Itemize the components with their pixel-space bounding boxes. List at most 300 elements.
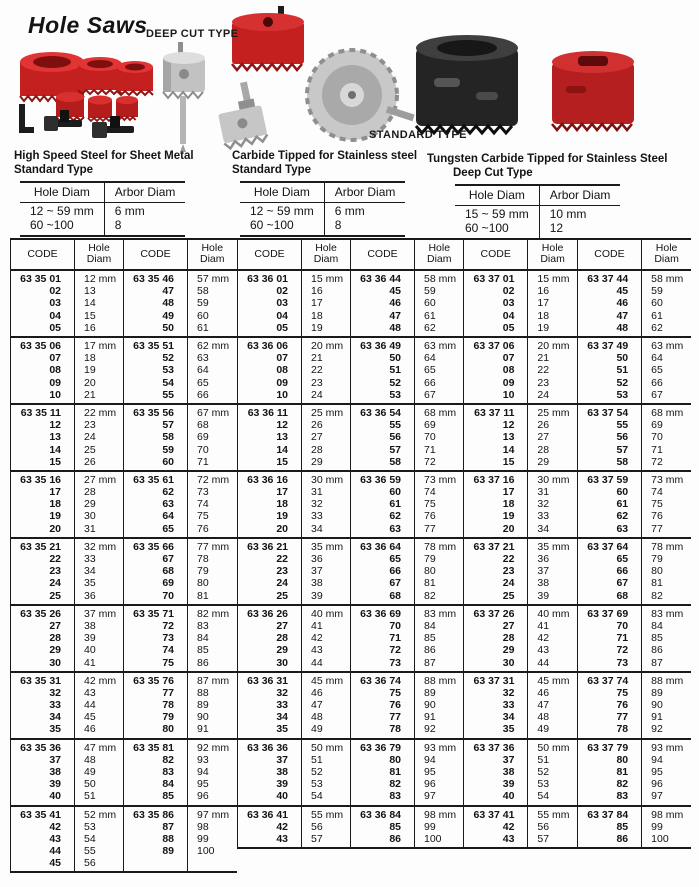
hole-diam-cell: 98 mm bbox=[415, 806, 464, 821]
hole-diam-cell: 20 mm bbox=[528, 337, 577, 352]
code-cell: 63 36 16 bbox=[247, 473, 288, 486]
hole-diam-cell: 65 bbox=[415, 364, 464, 376]
hole-diam-cell: 36 bbox=[302, 553, 351, 565]
hole-diam-cell: 22 bbox=[528, 364, 577, 376]
hole-diam-cell: 54 bbox=[528, 790, 577, 805]
hole-diam-cell: 95 bbox=[642, 766, 691, 778]
hole-diam-cell: 46 bbox=[302, 687, 351, 699]
hole-diam-cell: 83 mm bbox=[415, 605, 464, 620]
hole-diam-cell: 92 mm bbox=[188, 739, 237, 754]
table-row bbox=[11, 778, 237, 790]
hole-diam-cell: 74 bbox=[188, 498, 237, 510]
hole-diam-cell: 47 bbox=[302, 699, 351, 711]
code-cell: 05 bbox=[276, 321, 288, 334]
code-cell: 85 bbox=[577, 821, 641, 833]
hole-diam-cell: 75 bbox=[415, 498, 464, 510]
code-column-header: CODE bbox=[577, 239, 641, 270]
code-cell: 70 bbox=[124, 590, 188, 605]
hole-diam-cell: 76 bbox=[415, 510, 464, 522]
table-row bbox=[464, 456, 692, 471]
code-column-header: CODE bbox=[11, 239, 75, 270]
table-row bbox=[11, 565, 237, 577]
table-row bbox=[238, 644, 464, 656]
code-cell: 63 35 01 bbox=[20, 273, 61, 286]
hole-diam-cell: 22 mm bbox=[75, 404, 124, 419]
code-cell: 30 bbox=[49, 656, 61, 669]
hole-diam-cell: 86 bbox=[188, 656, 237, 671]
table-row bbox=[464, 739, 692, 754]
table-row bbox=[464, 510, 692, 522]
table-row bbox=[11, 510, 237, 522]
hole-diam-cell: 69 bbox=[188, 431, 237, 443]
code-cell: 89 bbox=[124, 845, 188, 857]
code-cell: 22 bbox=[276, 553, 288, 566]
hole-diam-cell: 72 bbox=[415, 456, 464, 471]
code-cell: 28 bbox=[276, 632, 288, 645]
table-row bbox=[238, 766, 464, 778]
code-cell: 13 bbox=[49, 431, 61, 444]
table-row bbox=[238, 431, 464, 443]
hole-diam-cell: 43 bbox=[302, 644, 351, 656]
table-row bbox=[238, 565, 464, 577]
hole-diam-cell: 68 mm bbox=[415, 404, 464, 419]
code-cell: 72 bbox=[124, 620, 188, 632]
hole-diam-cell: 25 bbox=[75, 443, 124, 455]
hole-diam-header: Hole Diam bbox=[240, 182, 324, 203]
hole-diam-header: Hole Diam bbox=[455, 185, 539, 206]
arbor-diam-header: Arbor Diam bbox=[539, 185, 620, 206]
code-cell: 70 bbox=[577, 620, 641, 632]
hole-diam-column-header: Hole Diam bbox=[75, 239, 124, 270]
code-cell: 17 bbox=[502, 486, 515, 499]
hole-diam-cell: 65 bbox=[188, 377, 237, 389]
hole-diam-cell: 50 mm bbox=[528, 739, 577, 754]
hole-diam-cell: 99 bbox=[415, 821, 464, 833]
code-group bbox=[238, 337, 464, 404]
code-cell: 52 bbox=[351, 377, 415, 389]
code-group bbox=[238, 270, 464, 337]
table-row bbox=[464, 523, 692, 538]
table-row bbox=[238, 297, 464, 309]
code-cell: 80 bbox=[351, 754, 415, 766]
hole-diam-cell: 23 bbox=[302, 377, 351, 389]
hole-diam-cell: 42 bbox=[528, 632, 577, 644]
hole-diam-cell: 53 bbox=[528, 778, 577, 790]
hole-diam-cell: 16 bbox=[75, 322, 124, 337]
table-row bbox=[464, 538, 692, 553]
code-cell: 43 bbox=[502, 832, 515, 845]
table-row bbox=[464, 270, 692, 285]
hole-diam-cell: 17 bbox=[302, 297, 351, 309]
arbor-size: 8 bbox=[114, 217, 122, 232]
table-row bbox=[11, 806, 237, 821]
code-group bbox=[11, 672, 237, 739]
hole-diam-cell: 18 bbox=[75, 352, 124, 364]
hole-diam-cell: 75 bbox=[642, 498, 691, 510]
hole-diam-cell: 55 mm bbox=[302, 806, 351, 821]
hole-diam-cell: 29 bbox=[75, 498, 124, 510]
code-group bbox=[238, 672, 464, 739]
code-cell: 76 bbox=[577, 699, 641, 711]
hole-diam-cell: 80 bbox=[188, 577, 237, 589]
hole-diam-cell: 70 bbox=[188, 443, 237, 455]
hole-diam-cell: 82 mm bbox=[188, 605, 237, 620]
spec-row bbox=[240, 219, 405, 237]
code-cell: 58 bbox=[351, 456, 415, 471]
code-cell: 14 bbox=[276, 443, 288, 456]
table-row bbox=[238, 723, 464, 738]
code-group bbox=[11, 337, 237, 404]
code-cell: 42 bbox=[276, 820, 288, 833]
code-cell: 86 bbox=[351, 833, 415, 848]
hex-key-icon bbox=[22, 104, 34, 130]
hole-diam-cell: 85 bbox=[188, 644, 237, 656]
hole-diam-cell: 30 mm bbox=[528, 471, 577, 486]
hole-diam-cell: 64 bbox=[642, 352, 691, 364]
code-cell: 83 bbox=[124, 766, 188, 778]
code-cell: 43 bbox=[276, 832, 288, 845]
hole-diam-cell: 17 mm bbox=[75, 337, 124, 352]
code-cell: 40 bbox=[502, 790, 515, 803]
table-row bbox=[11, 711, 237, 723]
table-row bbox=[11, 857, 237, 872]
hole-diam-cell: 59 bbox=[415, 285, 464, 297]
carbide-deep-cut-saw-image bbox=[213, 80, 269, 150]
hole-diam-cell: 23 bbox=[528, 377, 577, 389]
table-row bbox=[11, 833, 237, 845]
code-cell: 24 bbox=[276, 577, 288, 590]
table-row bbox=[238, 377, 464, 389]
code-group bbox=[11, 605, 237, 672]
hole-diam-cell: 73 mm bbox=[642, 471, 691, 486]
table-row bbox=[464, 419, 692, 431]
code-cell: 25 bbox=[502, 589, 515, 602]
code-cell: 68 bbox=[351, 590, 415, 605]
hole-diam-cell: 16 bbox=[302, 285, 351, 297]
hole-diam-cell: 62 mm bbox=[188, 337, 237, 352]
table-row bbox=[464, 754, 692, 766]
code-cell: 68 bbox=[577, 590, 641, 605]
code-cell: 20 bbox=[49, 522, 61, 535]
hole-diam-cell: 24 bbox=[302, 389, 351, 404]
hole-diam-cell: 24 bbox=[75, 431, 124, 443]
table-row bbox=[11, 443, 237, 455]
hole-diam-cell: 37 bbox=[528, 565, 577, 577]
table-row bbox=[238, 310, 464, 322]
hole-diam-cell: 69 bbox=[642, 419, 691, 431]
table-row bbox=[238, 352, 464, 364]
hole-diam-cell: 25 mm bbox=[302, 404, 351, 419]
arbor-size: 12 bbox=[549, 220, 564, 235]
code-cell: 07 bbox=[276, 352, 288, 365]
hole-diam-cell: 67 mm bbox=[188, 404, 237, 419]
table-row bbox=[11, 389, 237, 404]
code-cell: 07 bbox=[49, 352, 61, 365]
code-group bbox=[238, 806, 464, 849]
code-cell: 13 bbox=[502, 431, 515, 444]
code-cell: 33 bbox=[276, 699, 288, 712]
hole-diam-cell: 87 bbox=[642, 656, 691, 671]
arbor-size: 10 mm bbox=[549, 207, 587, 221]
section-subtitle: Standard Type bbox=[232, 164, 312, 176]
hole-diam-cell: 48 bbox=[75, 754, 124, 766]
hole-diam-cell: 64 bbox=[188, 364, 237, 376]
hole-diam-cell: 13 bbox=[75, 285, 124, 297]
code-cell: 63 37 21 bbox=[473, 540, 515, 553]
code-cell: 61 bbox=[351, 498, 415, 510]
code-cell: 63 36 49 bbox=[351, 337, 415, 352]
code-cell bbox=[124, 857, 188, 872]
code-cell: 63 bbox=[124, 498, 188, 510]
code-cell: 50 bbox=[351, 352, 415, 364]
code-cell: 03 bbox=[49, 297, 61, 310]
code-group bbox=[238, 605, 464, 672]
hole-diam-cell: 23 bbox=[75, 419, 124, 431]
hole-diam-cell: 91 bbox=[415, 711, 464, 723]
code-cell: 63 35 16 bbox=[20, 473, 61, 486]
code-cell: 73 bbox=[351, 656, 415, 671]
table-row bbox=[11, 845, 237, 857]
code-cell: 23 bbox=[276, 565, 288, 578]
hole-diam-cell: 74 bbox=[415, 486, 464, 498]
hole-diam-cell: 70 bbox=[642, 431, 691, 443]
section-carbide-tipped bbox=[232, 149, 458, 237]
section-title: High Speed Steel for Sheet Metal bbox=[14, 150, 194, 162]
hole-diam-cell: 42 mm bbox=[75, 672, 124, 687]
hole-diam-cell: 90 bbox=[415, 699, 464, 711]
hole-diam-cell: 48 bbox=[528, 711, 577, 723]
hole-diam-cell: 51 bbox=[528, 754, 577, 766]
code-cell: 45 bbox=[577, 285, 641, 297]
code-cell: 65 bbox=[124, 523, 188, 538]
hole-diam-cell: 84 bbox=[188, 632, 237, 644]
table-row bbox=[11, 632, 237, 644]
table-row bbox=[238, 577, 464, 589]
code-cell: 12 bbox=[49, 419, 61, 432]
code-cell: 04 bbox=[502, 309, 515, 322]
table-row bbox=[11, 364, 237, 376]
arbor-size: 6 mm bbox=[334, 204, 365, 218]
code-cell: 60 bbox=[124, 456, 188, 471]
code-cell: 63 36 11 bbox=[247, 406, 288, 419]
section-title: Carbide Tipped for Stainless steel bbox=[232, 150, 418, 162]
code-cell: 77 bbox=[351, 711, 415, 723]
hole-diam-cell: 99 bbox=[188, 833, 237, 845]
red-hole-saw-with-arbor-image bbox=[232, 6, 304, 70]
section-tungsten-carbide bbox=[427, 152, 699, 240]
table-row bbox=[238, 364, 464, 376]
table-row bbox=[11, 297, 237, 309]
code-cell: 14 bbox=[49, 443, 61, 456]
code-cell: 78 bbox=[124, 699, 188, 711]
hole-diam-column-header: Hole Diam bbox=[188, 239, 237, 270]
code-cell: 63 37 79 bbox=[577, 739, 641, 754]
code-group bbox=[464, 672, 692, 739]
hole-diam-cell: 89 bbox=[415, 687, 464, 699]
code-cell: 48 bbox=[124, 297, 188, 309]
hole-diam-cell: 66 bbox=[415, 377, 464, 389]
table-row bbox=[464, 590, 692, 605]
hole-diam-cell: 28 bbox=[528, 443, 577, 455]
hole-diam-cell: 86 bbox=[415, 644, 464, 656]
hole-diam-cell: 95 bbox=[188, 778, 237, 790]
hole-diam-cell: 16 bbox=[528, 285, 577, 297]
code-cell: 39 bbox=[502, 778, 515, 791]
code-cell: 35 bbox=[502, 723, 515, 736]
table-row bbox=[238, 605, 464, 620]
code-group bbox=[464, 538, 692, 605]
table-row bbox=[238, 711, 464, 723]
code-cell: 52 bbox=[124, 352, 188, 364]
code-cell: 50 bbox=[124, 322, 188, 337]
spec-table-tungsten bbox=[455, 184, 620, 240]
table-row bbox=[464, 790, 692, 805]
hole-diam-cell: 60 bbox=[642, 297, 691, 309]
table-row bbox=[238, 404, 464, 419]
code-cell: 07 bbox=[502, 352, 515, 365]
code-cell: 17 bbox=[49, 486, 61, 499]
code-cell: 32 bbox=[276, 686, 288, 699]
hole-range: 60 ~100 bbox=[455, 222, 539, 240]
table-row bbox=[11, 766, 237, 778]
table-row bbox=[464, 699, 692, 711]
hole-diam-cell: 43 bbox=[75, 687, 124, 699]
table-row bbox=[238, 419, 464, 431]
hole-diam-cell: 80 bbox=[415, 565, 464, 577]
table-row bbox=[238, 754, 464, 766]
code-cell: 63 36 31 bbox=[247, 674, 288, 687]
code-cell: 63 37 01 bbox=[473, 273, 515, 286]
code-cell: 39 bbox=[49, 778, 61, 791]
code-cell: 05 bbox=[502, 321, 515, 334]
hole-diam-cell: 79 bbox=[642, 553, 691, 565]
hole-diam-cell: 80 bbox=[642, 565, 691, 577]
code-cell: 63 36 06 bbox=[247, 340, 288, 353]
code-cell: 57 bbox=[124, 419, 188, 431]
code-cell: 27 bbox=[276, 619, 288, 632]
code-cell: 32 bbox=[49, 686, 61, 699]
code-cell: 30 bbox=[502, 656, 515, 669]
code-cell: 68 bbox=[124, 565, 188, 577]
hole-diam-cell: 44 bbox=[75, 699, 124, 711]
hole-diam-cell: 81 bbox=[415, 577, 464, 589]
code-cell: 63 35 21 bbox=[20, 540, 61, 553]
hole-diam-cell: 88 bbox=[188, 687, 237, 699]
code-cell: 82 bbox=[124, 754, 188, 766]
table-row bbox=[464, 471, 692, 486]
hole-diam-cell: 77 bbox=[642, 523, 691, 538]
code-cell: 63 36 69 bbox=[351, 605, 415, 620]
code-cell: 84 bbox=[124, 778, 188, 790]
code-cell: 63 37 54 bbox=[577, 404, 641, 419]
hole-diam-cell: 93 bbox=[188, 754, 237, 766]
table-row bbox=[238, 821, 464, 833]
table-row bbox=[11, 270, 237, 285]
code-cell: 34 bbox=[502, 711, 515, 724]
code-cell: 50 bbox=[577, 352, 641, 364]
spec-table-hss bbox=[20, 181, 185, 237]
code-group bbox=[11, 270, 237, 337]
code-group bbox=[464, 270, 692, 337]
code-cell: 63 36 36 bbox=[247, 741, 288, 754]
table-row bbox=[11, 644, 237, 656]
code-cell: 75 bbox=[577, 687, 641, 699]
code-cell: 63 37 26 bbox=[473, 607, 515, 620]
hole-diam-cell: 18 bbox=[302, 310, 351, 322]
hole-diam-cell: 85 bbox=[415, 632, 464, 644]
hole-diam-cell: 30 mm bbox=[302, 471, 351, 486]
table-row bbox=[464, 605, 692, 620]
hole-diam-header: Hole Diam bbox=[20, 182, 104, 203]
code-cell: 20 bbox=[502, 522, 515, 535]
hole-diam-cell: 83 mm bbox=[642, 605, 691, 620]
code-cell: 75 bbox=[124, 656, 188, 671]
code-cell: 19 bbox=[49, 510, 61, 523]
hole-diam-cell: 99 bbox=[642, 821, 691, 833]
hole-diam-cell: 71 bbox=[415, 443, 464, 455]
arbor-size: 6 mm bbox=[114, 204, 145, 218]
table-row bbox=[464, 778, 692, 790]
hole-diam-cell: 77 bbox=[415, 523, 464, 538]
hole-diam-cell: 18 bbox=[528, 310, 577, 322]
code-cell: 63 36 26 bbox=[247, 607, 288, 620]
standard-type-label: STANDARD TYPE bbox=[369, 129, 467, 141]
table-row bbox=[11, 419, 237, 431]
code-cell: 53 bbox=[351, 389, 415, 404]
code-cell: 56 bbox=[351, 431, 415, 443]
hole-diam-cell: 33 bbox=[75, 553, 124, 565]
table-row bbox=[464, 577, 692, 589]
hole-diam-cell: 58 bbox=[188, 285, 237, 297]
code-cell: 48 bbox=[577, 322, 641, 337]
code-cell: 63 bbox=[577, 523, 641, 538]
table-row bbox=[11, 322, 237, 337]
code-cell: 63 37 44 bbox=[577, 270, 641, 285]
hole-diam-cell: 62 bbox=[642, 322, 691, 337]
spec-row bbox=[20, 219, 185, 237]
hole-diam-cell: 79 bbox=[415, 553, 464, 565]
table-row bbox=[464, 337, 692, 352]
code-cell: 46 bbox=[577, 297, 641, 309]
hole-diam-cell: 49 bbox=[75, 766, 124, 778]
code-cell: 63 37 74 bbox=[577, 672, 641, 687]
standard-black-hole-saw-image bbox=[416, 35, 518, 133]
table-row bbox=[464, 377, 692, 389]
hole-diam-cell: 19 bbox=[302, 322, 351, 337]
hole-diam-cell: 29 bbox=[302, 456, 351, 471]
code-cell: 08 bbox=[49, 364, 61, 377]
hole-diam-cell: 58 mm bbox=[415, 270, 464, 285]
hole-diam-cell: 82 bbox=[642, 590, 691, 605]
hole-diam-cell: 89 bbox=[642, 687, 691, 699]
hole-diam-cell: 90 bbox=[188, 711, 237, 723]
code-cell: 09 bbox=[502, 376, 515, 389]
hole-diam-cell: 94 bbox=[188, 766, 237, 778]
code-cell: 45 bbox=[49, 857, 61, 870]
hole-diam-cell: 98 mm bbox=[642, 806, 691, 821]
code-cell: 33 bbox=[49, 699, 61, 712]
code-cell: 72 bbox=[351, 644, 415, 656]
hole-diam-cell: 61 bbox=[188, 322, 237, 337]
code-group bbox=[464, 806, 692, 849]
hole-diam-cell: 36 bbox=[75, 590, 124, 605]
code-cell: 63 36 41 bbox=[247, 808, 288, 821]
hole-diam-cell: 45 bbox=[75, 711, 124, 723]
spec-row bbox=[20, 203, 185, 219]
table-row bbox=[464, 443, 692, 455]
code-cell: 87 bbox=[124, 821, 188, 833]
code-cell: 40 bbox=[276, 790, 288, 803]
